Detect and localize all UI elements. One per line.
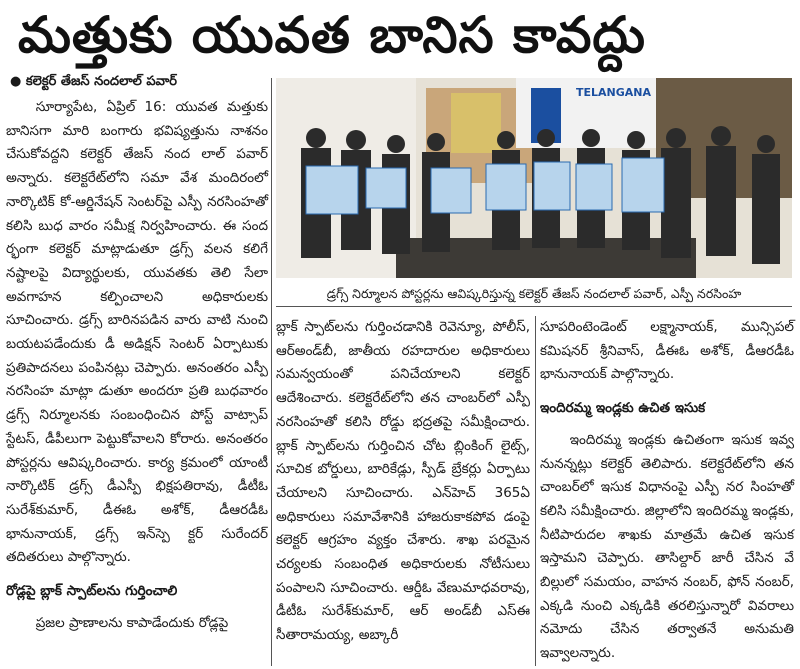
article-column-2	[276, 316, 530, 648]
paragraph: సూపరింటెండెంట్ లక్ష్మానాయక్, మున్సిపల్ కమిషనర్ శ్రీనివాస్, డీఈఓ అశోక్, డీఆరడీఓ భానునాయక్ పాల్గొన్నారు.	[540, 319, 794, 383]
subheading: ఇందిరమ్మ ఇండ్లకు ఉచిత ఇసుక	[540, 400, 706, 417]
photo-caption: డ్రగ్స్ నిర్మూలన పోస్టర్లను ఆవిష్కరిస్తున్న కలెక్టర్ తేజస్ నందలాల్ పవార్, ఎస్పీ నరసింహ	[326, 286, 742, 301]
paragraph: సూర్యాపేట, ఏప్రిల్ 16: యువత మత్తుకు బానిసగా మారి బంగారు భవిష్యత్తును నాశనం చేసుకోవద్దని కలెక్టర్ తేజస్ నంద లాల్ పవార్ అన్నారు. కలెక్టరేట్‌లోని సమా వేశ మందిరంలో నార్కొటిక్ కో-ఆర్డినేషన్ సెంటర్‌పై ఎస్పీ నరసింహతో కలిసి బుధ వారం సమీక్ష నిర్వహించారు. ఈ సంద ర్భంగా కలెక్టర్ మాట్లాడుతూ డ్రగ్స్ వలన కలిగే నష్టాలపై విద్యార్థులకు, యువతకు తెలి సేలా అవగాహన కల్పించాలని అధికారులకు సూచించారు. డ్రగ్స్ బారినపడిన వారు వాటి నుంచి బయటపడేందుకు డీ అడిక్షన్ సెంటర్ ఏర్పాటుకు ప్రతిపాదనలు పంపినట్లు చెప్పారు. అనంతరం ఎస్పీ నరసింహ మాట్లా డుతూ అందరూ ప్రతి బుధవారం డ్రగ్స్ నిర్మూలనకు సంబంధించిన పోస్ట్ వాట్సాప్ స్టేటస్, డీపీలుగా పెట్టుకోవాలని కోరారు. అనంతరం పోస్టర్లను ఆవిష్కరించారు. కార్య క్రమంలో యాంటీ నార్కొటిక్ డ్రగ్స్ డీఎస్పీ భిక్షపతిరావు, డీటీఓ సురేశ్‌కుమార్, డీఈఓ అశోక్, డీఆరడీఓ భానునాయక్, డ్రగ్స్ ఇన్‌స్పె క్టర్ సురేందర్ తదితరులు పాల్గొన్నారు.	[6, 99, 268, 566]
caption-divider	[276, 306, 792, 307]
paragraph: ఇందిరమ్మ ఇండ్లకు ఉచితంగా ఇసుక ఇవ్వ నునన్నట్లు కలెక్టర్ తెలిపారు. కలెక్టరేట్‌లోని తన చాంబర్‌లో ఇసుక విధానంపై ఎస్పీ నర సింహతో కలిసి సమీక్షించారు. జిల్లాలోని ఇందిరమ్మ ఇండ్లకు, నీటిపారుదల శాఖకు మాత్రమే ఉచిత ఇసుక ఇస్తామని చెప్పారు. తాసిల్దార్ జారీ చేసిన వే బిల్లులో సమయం, వాహన నంబర్, ఫోన్ నంబర్, ఎక్కడి నుంచి ఎక్కడికి తరలిస్తున్నారో వివరాలు నమోదు చేసిన తర్వాతనే అనుమతి ఇవ్వాలన్నారు.	[540, 431, 794, 662]
bullet-icon: ●	[10, 74, 22, 89]
article-column-1	[6, 96, 268, 635]
banner-text: TELANGANA	[576, 86, 652, 99]
subheading: రోడ్లపై బ్లాక్ స్పాట్‌లను గుర్తించాలి	[6, 583, 178, 600]
photo-illustration	[276, 78, 792, 278]
article-column-3	[540, 316, 794, 666]
paragraph: బ్లాక్ స్పాట్‌లను గుర్తించడానికి రెవెన్యూ, పోలీస్, ఆర్అండ్‌బీ, జాతీయ రహదారుల అధికారులు సమన్వయంతో పనిచేయాలని కలెక్టర్ ఆదేశించారు. కలెక్టరేట్‌లోని తన చాంబర్‌లో ఎస్పీ నరసింహతో కలిసి రోడ్డు భద్రతపై సమీక్షించారు. బ్లాక్ స్పాట్‌లను గుర్తించిన చోట బ్లింకింగ్ లైట్స్, సూచిక బోర్డులు, బారికేడ్లు, స్పీడ్ బ్రేకర్లు ఏర్పాటు చేయాలని సూచించారు. ఎన్‌హెచ్ 365ఏ అధికారులు సమావేశానికి హాజరుకాకపోవ డంపై కలెక్టర్ ఆగ్రహం వ్యక్తం చేశారు. శాఖ పరమైన చర్యలకు సంబంధిత అధికారులకు నోటీసులు పంపాలని సూచించారు. ఆర్డీఓ వేణుమాధవరావు, డీటీఓ సురేశ్‌కుమార్, ఆర్ అండ్‌బీ ఎస్ఈ సీతారామయ్య, అబ్కారీ	[276, 319, 530, 644]
column-divider	[271, 78, 272, 666]
column-divider	[535, 316, 536, 666]
byline	[10, 74, 270, 92]
news-photo	[276, 78, 792, 278]
headline: మత్తుకు యువత బానిస కావద్దు	[18, 6, 646, 64]
paragraph: ప్రజల ప్రాణాలను కాపాడేందుకు రోడ్లపై	[35, 614, 229, 631]
byline-text: కలెక్టర్ తేజస్ నందలాల్ పవార్	[25, 74, 177, 89]
